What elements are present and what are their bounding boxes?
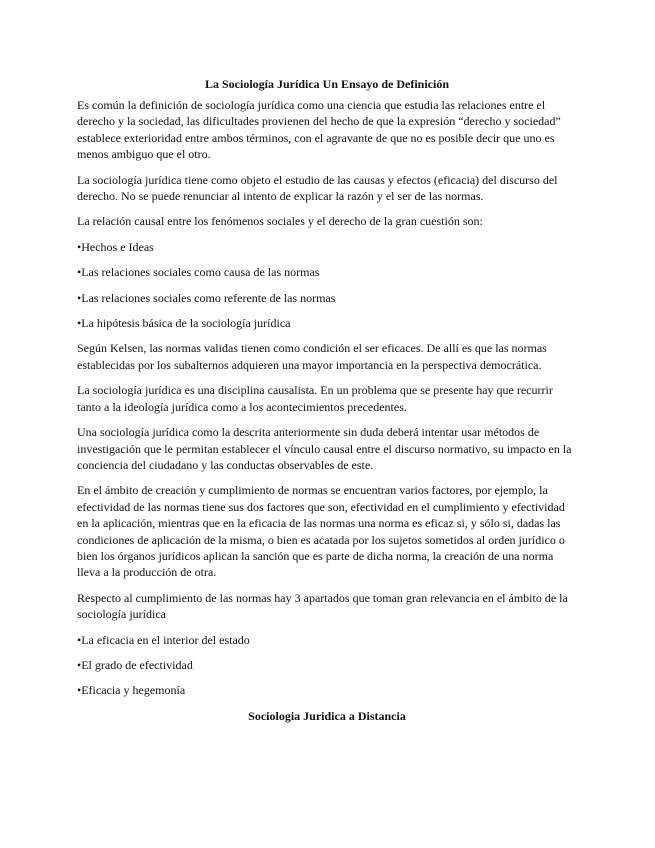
document-title: La Sociología Jurídica Un Ensayo de Definición bbox=[204, 77, 450, 91]
paragraph-metodos: Una sociología jurídica como la descrita anteriormente sin duda deberá intentar usar métodos de investigación que le permitan establecer el vínculo causal entre el discurso normativo, su impacto en la conciencia del ciudadano y las conductas observables de este. bbox=[77, 425, 572, 472]
paragraph-definition: Es común la definición de sociología jurídica como una ciencia que estudia las relaciones entre el derecho y la sociedad, las dificultades provienen del hecho de que la expresión “derecho y sociedad” establece exterioridad entre ambos términos, con el agravante de que no es posible decir que uno es menos ambiguo que el otro. bbox=[77, 98, 561, 162]
list-item: •El grado de efectividad bbox=[77, 657, 193, 672]
list-item: •Las relaciones sociales como causa de las normas bbox=[77, 265, 320, 280]
paragraph-kelsen: Según Kelsen, las normas validas tienen como condición el ser eficaces. De allí es que las normas establecidas por los subalternos adquieren una mayor importancia en la perspectiva democrática. bbox=[77, 341, 547, 372]
paragraph-cumplimiento: Respecto al cumplimiento de las normas hay 3 apartados que toman gran relevancia en el ámbito de la sociología jurídica bbox=[77, 590, 568, 622]
paragraph-causalista: La sociología jurídica es una disciplina causalista. En un problema que se presente hay que recurrir tanto a la ideología jurídica como a los acontecimientos precedentes. bbox=[77, 383, 553, 414]
paragraph-relacion-causal: La relación causal entre los fenómenos sociales y el derecho de la gran cuestión son: bbox=[77, 214, 483, 229]
paragraph-objeto: La sociología jurídica tiene como objeto el estudio de las causas y efectos (eficacia) del discurso del derecho. No se puede renunciar al intento de explicar la razón y el ser de las normas. bbox=[77, 172, 558, 204]
list-item: •La eficacia en el interior del estado bbox=[77, 632, 250, 647]
list-item: •Hechos e Ideas bbox=[77, 239, 154, 254]
document-page bbox=[77, 76, 577, 724]
list-item: •Las relaciones sociales como referente de las normas bbox=[77, 290, 336, 305]
list-item: •Eficacia y hegemonía bbox=[77, 683, 186, 698]
document-subtitle: Sociologia Juridica a Distancia bbox=[248, 708, 406, 723]
list-item: •La hipótesis básica de la sociología jurídica bbox=[77, 316, 291, 331]
paragraph-ambito: En el ámbito de creación y cumplimiento de normas se encuentran varios factores, por ejemplo, la efectividad de las normas tiene sus dos factores que son, efectividad en el cumplimiento y efectividad en la aplicación, mientras que en la eficacia de las normas una norma es eficaz si, y sólo si, dadas las condiciones de aplicación de la misma, o bien es acatada por los sujetos sometidos al orden jurídico o bien los órganos jurídicos aplican la sanción que es parte de dicha norma, la creación de una norma lleva a la producción de otra. bbox=[77, 483, 565, 580]
